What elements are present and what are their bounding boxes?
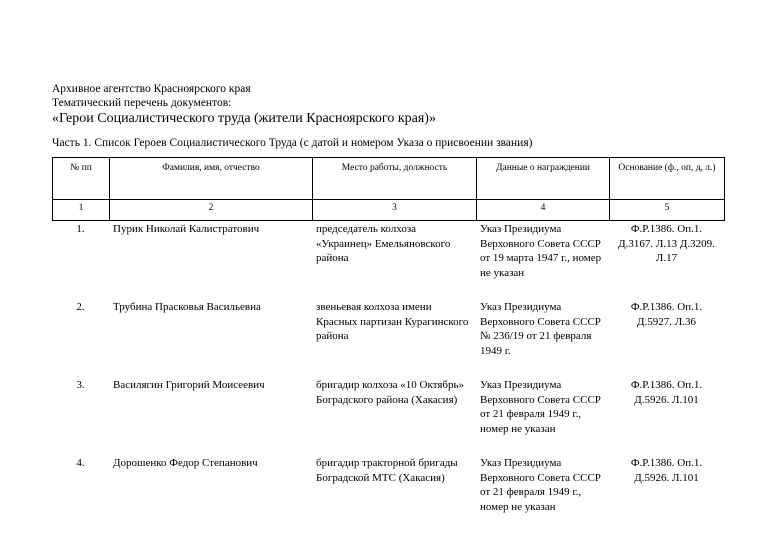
archive-source: Ф.Р.1386. Оп.1. Д.5927. Л.36: [630, 301, 703, 328]
archive-source: Ф.Р.1386. Оп.1. Д.5926. Л.101: [630, 379, 703, 406]
column-header-source: Основание (ф., оп, д, л.): [610, 158, 725, 200]
document-header: [52, 82, 436, 127]
column-header-number: № пп: [53, 158, 110, 200]
table-row: [52, 378, 724, 456]
column-number: 3: [313, 200, 477, 221]
column-header-award: Данные о награждении: [477, 158, 610, 200]
work-position: бригадир тракторной бригады Боградской МТС (Хакасия): [316, 457, 458, 484]
table-row: [52, 219, 724, 300]
work-position: звеньевая колхоза имени Красных партизан Курагинского района: [316, 301, 469, 342]
column-number: 1: [53, 200, 110, 221]
document-title: «Герои Социалистического труда (жители Красноярского края)»: [52, 111, 436, 126]
column-number: 5: [610, 200, 725, 221]
table-row: [52, 456, 724, 534]
part-title: Часть 1. Список Героев Социалистического Труда (с датой и номером Указа о присвоении звания): [52, 137, 533, 149]
archive-source: Ф.Р.1386. Оп.1. Д.3167. Л.13 Д.3209. Л.17: [618, 223, 715, 264]
award-data: Указ Президиума Верховного Совета СССР от 21 февраля 1949 г., номер не указан: [480, 457, 601, 513]
hero-name: Василягин Григорий Моисеевич: [113, 379, 265, 391]
agency-name: Архивное агентство Красноярского края: [52, 83, 251, 95]
row-number: 1.: [76, 223, 85, 235]
column-number: 4: [477, 200, 610, 221]
list-type: Тематический перечень документов:: [52, 97, 232, 109]
table-header: [52, 157, 725, 221]
heroes-table: [52, 219, 724, 534]
table-row: [52, 300, 724, 378]
row-number: 3.: [76, 379, 85, 391]
hero-name: Дорошенко Федор Степанович: [113, 457, 258, 469]
hero-name: Пурик Николай Калистратович: [113, 223, 260, 235]
header-row: [53, 158, 725, 200]
award-data: Указ Президиума Верховного Совета СССР от 21 февраля 1949 г., номер не указан: [480, 379, 601, 435]
archive-source: Ф.Р.1386. Оп.1. Д.5926. Л.101: [630, 457, 703, 484]
award-data: Указ Президиума Верховного Совета СССР от 19 марта 1947 г., номер не указан: [480, 223, 602, 279]
award-data: Указ Президиума Верховного Совета СССР № 236/19 от 21 февраля 1949 г.: [480, 301, 601, 357]
column-number: 2: [110, 200, 313, 221]
column-number-row: [53, 200, 725, 221]
column-header-work: Место работы, должность: [313, 158, 477, 200]
work-position: председатель колхоза «Украинец» Емельяновского района: [316, 223, 451, 264]
work-position: бригадир колхоза «10 Октябрь» Боградского района (Хакасия): [316, 379, 465, 406]
column-header-name: Фамилия, имя, отчество: [110, 158, 313, 200]
hero-name: Трубина Прасковья Васильевна: [113, 301, 261, 313]
row-number: 2.: [76, 301, 85, 313]
row-number: 4.: [76, 457, 85, 469]
